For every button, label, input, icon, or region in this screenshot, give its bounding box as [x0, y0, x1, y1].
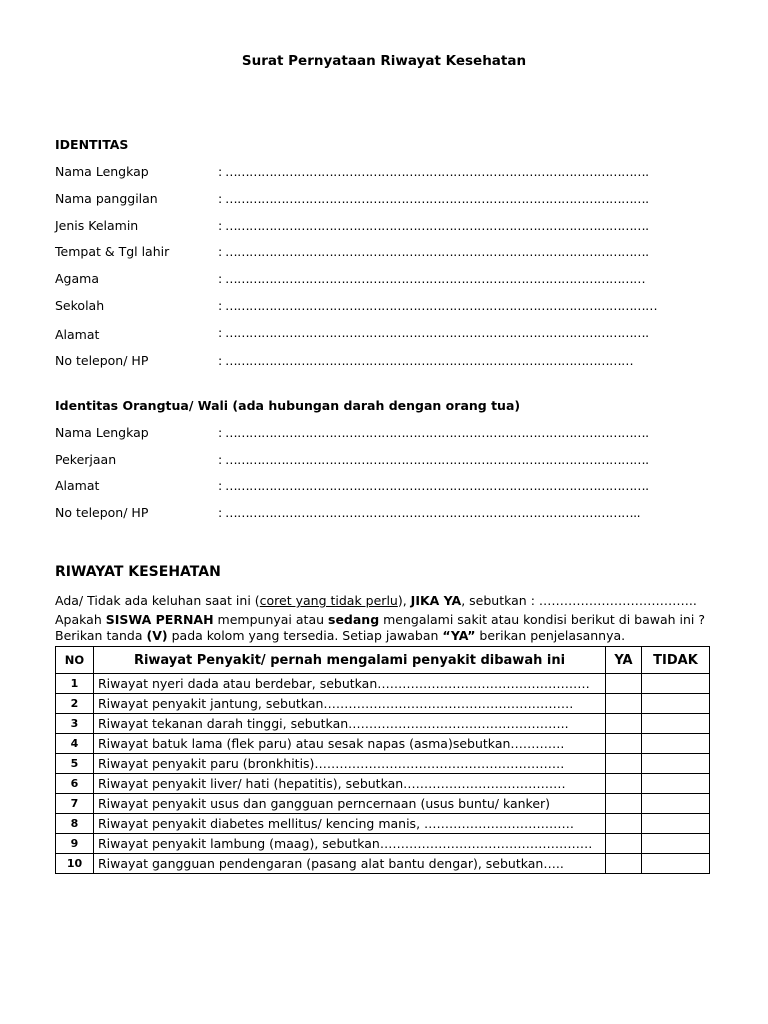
row-number: 5 [56, 754, 94, 774]
row-description: Riwayat gangguan pendengaran (pasang alat bantu dengar), sebutkan….. [94, 854, 606, 874]
wali-field-nama-lengkap[interactable]: : ……………………………………………………………………………………………. [218, 425, 649, 440]
ya-checkbox-cell[interactable] [606, 774, 642, 794]
wali-label-pekerjaan: Pekerjaan [55, 452, 117, 467]
row-number: 9 [56, 834, 94, 854]
wali-label-nama-lengkap: Nama Lengkap [55, 425, 149, 440]
pertanyaan-line: Apakah SISWA PERNAH mempunyai atau sedang mengalami sakit atau kondisi berikut di bawah ini ? [55, 612, 705, 627]
row-description: Riwayat penyakit diabetes mellitus/ kencing manis, ……………………………… [94, 814, 606, 834]
identitas-field-agama[interactable]: : …………………………………………………………………………………………… [218, 271, 646, 286]
ya-checkbox-cell[interactable] [606, 674, 642, 694]
identitas-field-tempat-tgl-lahir[interactable]: : ……………………………………………………………………………………………. [218, 244, 649, 259]
instruksi-line: Berikan tanda (V) pada kolom yang tersedia. Setiap jawaban “YA” berikan penjelasannya. [55, 628, 626, 643]
identitas-label-nama-panggilan: Nama panggilan [55, 191, 158, 206]
document-title: Surat Pernyataan Riwayat Kesehatan [241, 53, 527, 69]
identitas-label-sekolah: Sekolah [55, 298, 105, 313]
tidak-checkbox-cell[interactable] [642, 694, 710, 714]
row-description: Riwayat penyakit lambung (maag), sebutkan…………………………………………… [94, 834, 606, 854]
row-description: Riwayat nyeri dada atau berdebar, sebutkan…………………………………………… [94, 674, 606, 694]
ya-checkbox-cell[interactable] [606, 714, 642, 734]
identitas-field-nama-lengkap[interactable]: : ……………………………………………………………………………………………. [218, 164, 649, 179]
identitas-field-alamat[interactable]: : ……………………………………………………………………………………………. [218, 325, 649, 340]
tidak-checkbox-cell[interactable] [642, 714, 710, 734]
tidak-checkbox-cell[interactable] [642, 854, 710, 874]
keluhan-field[interactable]: , sebutkan : ……………………………….. [461, 593, 697, 608]
riwayat-table [55, 646, 710, 874]
row-number: 2 [56, 694, 94, 714]
identitas-label-agama: Agama [55, 271, 99, 286]
identitas-field-sekolah[interactable]: : ……………………………………………………………………………………………… [218, 298, 658, 313]
row-description: Riwayat tekanan darah tinggi, sebutkan…………………………………………….. [94, 714, 606, 734]
table-row [56, 794, 710, 814]
riwayat-heading: RIWAYAT KESEHATAN [55, 564, 221, 580]
tidak-checkbox-cell[interactable] [642, 794, 710, 814]
table-row [56, 734, 710, 754]
identitas-label-nama-lengkap: Nama Lengkap [55, 164, 149, 179]
row-number: 7 [56, 794, 94, 814]
tidak-checkbox-cell[interactable] [642, 754, 710, 774]
row-description: Riwayat penyakit liver/ hati (hepatitis), sebutkan………………………………… [94, 774, 606, 794]
ya-checkbox-cell[interactable] [606, 814, 642, 834]
tidak-checkbox-cell[interactable] [642, 834, 710, 854]
row-number: 1 [56, 674, 94, 694]
wali-field-pekerjaan[interactable]: : ……………………………………………………………………………………………. [218, 452, 649, 467]
row-number: 6 [56, 774, 94, 794]
tidak-checkbox-cell[interactable] [642, 814, 710, 834]
wali-field-alamat[interactable]: : ……………………………………………………………………………………………. [218, 478, 649, 493]
row-description: Riwayat penyakit usus dan gangguan perncernaan (usus buntu/ kanker) [94, 794, 606, 814]
table-row [56, 854, 710, 874]
ya-checkbox-cell[interactable] [606, 694, 642, 714]
table-row [56, 694, 710, 714]
row-number: 10 [56, 854, 94, 874]
row-description: Riwayat batuk lama (flek paru) atau sesak napas (asma)sebutkan…………. [94, 734, 606, 754]
identitas-field-nama-panggilan[interactable]: : ……………………………………………………………………………………………. [218, 191, 649, 206]
header-tidak: TIDAK [642, 647, 710, 674]
row-description: Riwayat penyakit jantung, sebutkan…………………………………………………… [94, 694, 606, 714]
table-row [56, 834, 710, 854]
coret-note: coret yang tidak perlu [259, 593, 398, 608]
row-number: 4 [56, 734, 94, 754]
ya-checkbox-cell[interactable] [606, 854, 642, 874]
ya-checkbox-cell[interactable] [606, 834, 642, 854]
header-riwayat: Riwayat Penyakit/ pernah mengalami penyakit dibawah ini [94, 647, 606, 674]
table-row [56, 674, 710, 694]
wali-field-no-telepon[interactable]: : ………………………………………………………………………………………….. [218, 505, 641, 520]
wali-heading: Identitas Orangtua/ Wali (ada hubungan darah dengan orang tua) [55, 398, 521, 413]
table-row [56, 774, 710, 794]
row-number: 8 [56, 814, 94, 834]
identitas-label-alamat: Alamat [55, 327, 100, 342]
table-header-row [56, 647, 710, 674]
identitas-label-no-telepon: No telepon/ HP [55, 353, 149, 368]
ya-checkbox-cell[interactable] [606, 754, 642, 774]
keluhan-line: Ada/ Tidak ada keluhan saat ini (coret yang tidak perlu), JIKA YA, sebutkan : ……………………………….. [55, 593, 697, 608]
wali-label-alamat: Alamat [55, 478, 100, 493]
header-ya: YA [606, 647, 642, 674]
tidak-checkbox-cell[interactable] [642, 734, 710, 754]
ya-checkbox-cell[interactable] [606, 734, 642, 754]
identitas-label-jenis-kelamin: Jenis Kelamin [55, 218, 139, 233]
row-description: Riwayat penyakit paru (bronkhitis)…………………………………………………… [94, 754, 606, 774]
identitas-heading: IDENTITAS [55, 137, 129, 152]
tidak-checkbox-cell[interactable] [642, 674, 710, 694]
identitas-label-tempat-tgl-lahir: Tempat & Tgl lahir [55, 244, 170, 259]
row-number: 3 [56, 714, 94, 734]
table-row [56, 814, 710, 834]
wali-label-no-telepon: No telepon/ HP [55, 505, 149, 520]
identitas-field-jenis-kelamin[interactable]: : ……………………………………………………………………………………………. [218, 218, 649, 233]
tidak-checkbox-cell[interactable] [642, 774, 710, 794]
header-no: NO [56, 647, 94, 674]
table-row [56, 754, 710, 774]
table-row [56, 714, 710, 734]
ya-checkbox-cell[interactable] [606, 794, 642, 814]
identitas-field-no-telepon[interactable]: : ………………………………………………………………………………………… [218, 353, 634, 368]
